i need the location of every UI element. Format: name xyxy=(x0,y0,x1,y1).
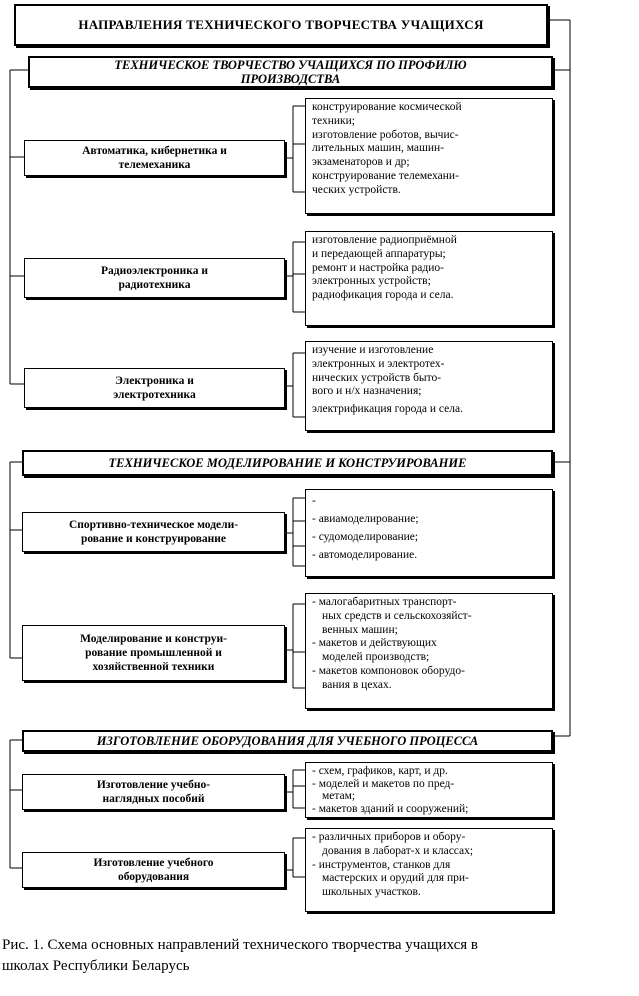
figure-caption xyxy=(2,935,636,977)
caption-line: Рис. 1. Схема основных направлений технического творчества учащихся в xyxy=(2,937,478,953)
section-header-production xyxy=(28,56,553,88)
section-header-line: ТЕХНИЧЕСКОЕ МОДЕЛИРОВАНИЕ И КОНСТРУИРОВАНИЕ xyxy=(108,456,467,470)
list-item: - макетов и действующих xyxy=(312,637,437,650)
list-item: конструирование телемехани- xyxy=(312,169,459,182)
list-item: метам; xyxy=(322,790,356,802)
list-item: дования в лаборат-х и классах; xyxy=(322,844,474,857)
list-item: венных машин; xyxy=(322,623,398,636)
list-item: и передающей аппаратуры; xyxy=(312,247,446,260)
list-item: мастерских и орудий для при- xyxy=(322,872,469,885)
list-item: - малогабаритных транспорт- xyxy=(312,596,457,608)
list-item: изготовление радиоприёмной xyxy=(312,234,457,246)
items-industrial-modeling xyxy=(305,593,553,709)
list-item: вания в цехах. xyxy=(322,678,392,691)
category-label-line: Радиоэлектроника и xyxy=(101,265,208,277)
category-educational-equipment xyxy=(22,852,285,888)
list-item: моделей производств; xyxy=(322,651,430,664)
list-item: нических устройств быто- xyxy=(312,371,442,384)
list-item: электрификация города и села. xyxy=(312,403,463,416)
items-sport-modeling xyxy=(305,489,553,577)
list-item: радиофикация города и села. xyxy=(312,289,454,302)
list-item: - моделей и макетов по пред- xyxy=(312,777,455,790)
list-item: техники; xyxy=(312,114,355,127)
list-item: - автомоделирование. xyxy=(312,549,418,561)
category-automation xyxy=(24,140,285,176)
list-item: конструирование космической xyxy=(312,101,462,113)
category-label-line: Спортивно-техническое модели- xyxy=(68,519,239,531)
category-visual-aids xyxy=(22,774,285,810)
category-label-line: телемеханика xyxy=(118,159,191,171)
list-item: - xyxy=(312,495,316,507)
category-label-line: рование промышленной и xyxy=(85,647,222,659)
list-item: вого и н/х назначения; xyxy=(312,385,422,398)
list-item: - инструментов, станков для xyxy=(312,858,451,871)
list-item: ческих устройств. xyxy=(312,183,401,196)
list-item: - макетов компоновок оборудо- xyxy=(312,664,465,677)
section-header-modeling xyxy=(22,450,553,476)
list-item: электронных устройств; xyxy=(312,275,431,288)
category-label-line: Моделирование и конструи- xyxy=(80,633,227,645)
list-item: - авиамоделирование; xyxy=(312,513,419,525)
category-electronics xyxy=(24,368,285,408)
category-label-line: рование и конструирование xyxy=(80,533,227,545)
diagram-title: НАПРАВЛЕНИЯ ТЕХНИЧЕСКОГО ТВОРЧЕСТВА УЧАЩИХСЯ xyxy=(14,4,548,46)
list-item: изготовление роботов, вычис- xyxy=(312,128,459,141)
list-item: - схем, графиков, карт, и др. xyxy=(312,765,448,777)
items-educational-equipment xyxy=(305,828,553,912)
category-label-line: оборудования xyxy=(117,871,190,883)
category-industrial-modeling xyxy=(22,625,285,681)
list-item: лительных машин, машин- xyxy=(312,142,445,155)
list-item: изучение и изготовление xyxy=(312,344,434,356)
list-item: - различных приборов и обору- xyxy=(312,831,466,843)
list-item: школьных участков. xyxy=(322,886,421,899)
list-item: электронных и электротех- xyxy=(312,357,445,370)
category-label-line: наглядных пособий xyxy=(102,793,205,805)
category-label-line: хозяйственной техники xyxy=(92,661,215,673)
list-item: экзаменаторов и др; xyxy=(312,156,410,169)
section-header-line: ИЗГОТОВЛЕНИЕ ОБОРУДОВАНИЯ ДЛЯ УЧЕБНОГО ПРОЦЕССА xyxy=(96,734,479,748)
section-header-line: ПРОИЗВОДСТВА xyxy=(240,72,341,86)
list-item: ных средств и сельскохозяйст- xyxy=(322,609,472,622)
items-visual-aids xyxy=(305,762,553,818)
category-label-line: радиотехника xyxy=(118,279,191,291)
category-sport-modeling xyxy=(22,512,285,552)
section-header-line: ТЕХНИЧЕСКОЕ ТВОРЧЕСТВО УЧАЩИХСЯ ПО ПРОФИЛЮ xyxy=(114,58,467,72)
items-radio xyxy=(305,231,553,326)
category-label-line: Электроника и xyxy=(115,375,194,387)
list-item: - макетов зданий и сооружений; xyxy=(312,802,469,815)
section-header-equipment xyxy=(22,730,553,752)
category-label-line: Автоматика, кибернетика и xyxy=(82,145,227,157)
items-electronics xyxy=(305,341,553,431)
list-item: - судомоделирование; xyxy=(312,531,419,543)
category-radio xyxy=(24,258,285,298)
items-automation xyxy=(305,98,553,214)
category-label-line: Изготовление учебного xyxy=(93,857,214,869)
category-label-line: Изготовление учебно- xyxy=(96,779,211,791)
category-label-line: электротехника xyxy=(113,389,196,401)
list-item: ремонт и настройка радио- xyxy=(312,261,444,274)
caption-line: школах Республики Беларусь xyxy=(2,958,190,974)
